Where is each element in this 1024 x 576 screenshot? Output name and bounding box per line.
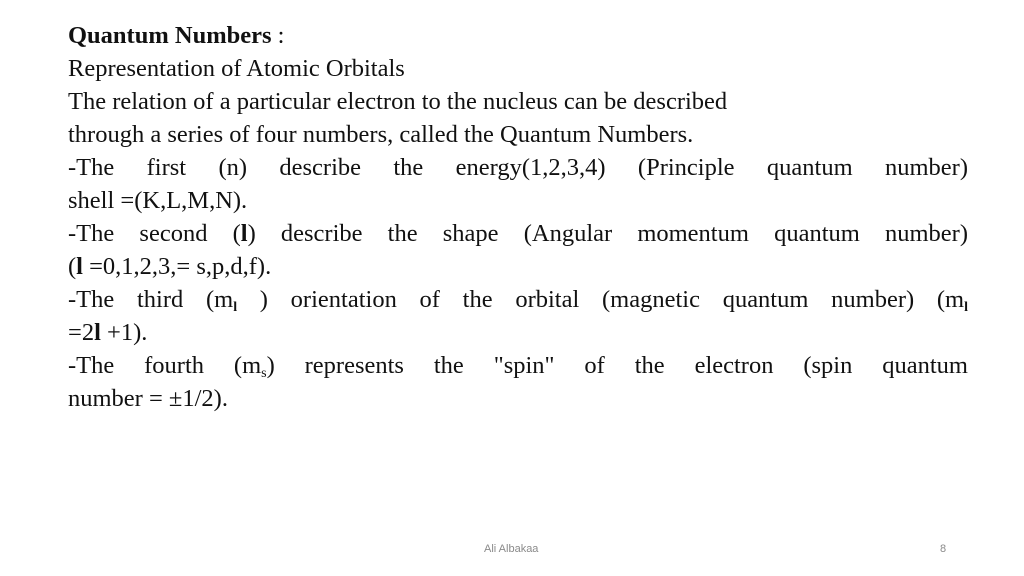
slide-content (68, 19, 968, 415)
item-third-l2-pre: =2 (68, 319, 95, 346)
item-first (68, 151, 968, 217)
item-fourth-sub: s (261, 366, 267, 381)
item-second-l2-post: =0,1,2,3,= s,p,d,f). (82, 253, 272, 280)
item-second-pre: -The second ( (68, 220, 241, 247)
item-third-line-2 (68, 316, 968, 349)
item-second-l2-symbol: l (76, 253, 83, 280)
item-third-line-1 (68, 283, 968, 316)
item-second-l2-pre: ( (68, 253, 77, 280)
item-first-line-2: shell =(K,L,M,N). (68, 187, 248, 214)
item-second-line-2 (68, 250, 968, 283)
item-third-mid: ) orientation of the orbital (magnetic quantum number) (m (237, 286, 965, 313)
intro-line-1: The relation of a particular electron to the nucleus can be described (68, 88, 728, 115)
item-second-line-1 (68, 217, 968, 250)
item-third-l2-post: +1). (100, 319, 148, 346)
item-third-sub-1: l (233, 300, 238, 315)
item-third-l2-symbol: l (94, 319, 101, 346)
item-fourth (68, 349, 968, 415)
title-heading: Quantum Numbers (68, 22, 272, 49)
slide-title (68, 19, 968, 52)
item-fourth-post: ) represents the "spin" of the electron (spin quantum (266, 352, 968, 379)
item-fourth-pre: -The fourth (m (68, 352, 262, 379)
footer-page-number: 8 (940, 543, 947, 555)
item-second (68, 217, 968, 283)
intro-line-2: through a series of four numbers, called the Quantum Numbers. (68, 121, 694, 148)
item-third-pre: -The third (m (68, 286, 234, 313)
item-third (68, 283, 968, 349)
item-fourth-line-2: number = ±1/2). (68, 385, 228, 412)
item-first-line-1: -The first (n) describe the energy(1,2,3,4) (Principle quantum number) (68, 154, 968, 181)
slide-subtitle: Representation of Atomic Orbitals (68, 55, 405, 82)
item-second-symbol: l (240, 220, 248, 247)
title-colon: : (271, 22, 285, 49)
item-third-sub-2: l (964, 300, 968, 315)
footer-author: Ali Albakaa (484, 543, 539, 555)
item-second-post: ) describe the shape (Angular momentum quantum number) (247, 220, 968, 247)
item-fourth-line-1 (68, 349, 968, 382)
